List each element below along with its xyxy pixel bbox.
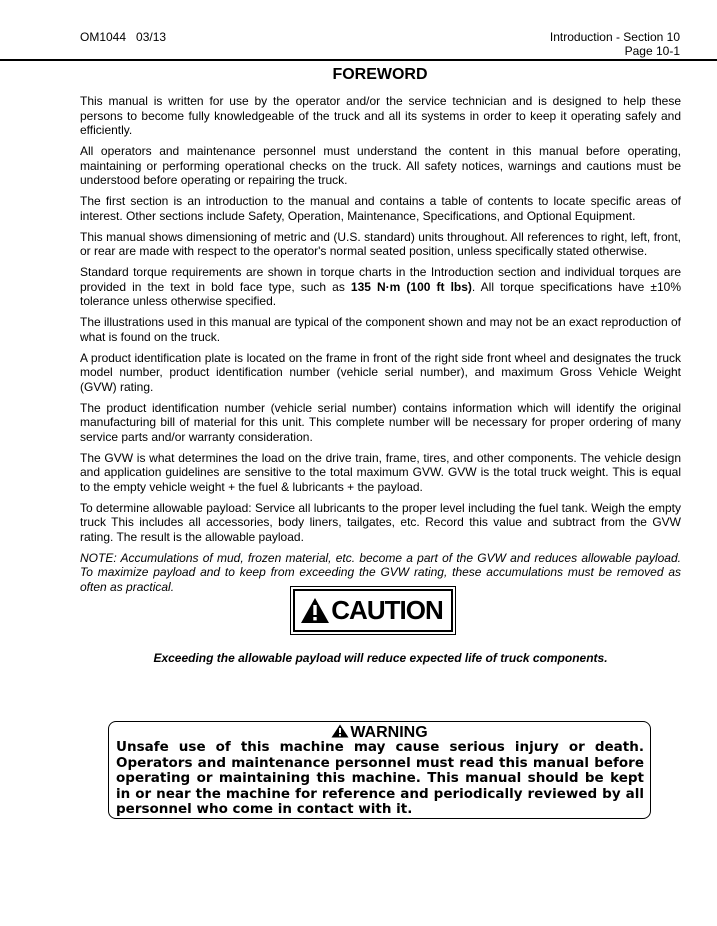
paragraph-serial-number: The product identification number (vehicle serial number) contains information which will identify the original manufacturing bill of material for this unit. This complete number will be necessary for proper ordering of many service parts and/or warranty consideration. xyxy=(80,400,681,444)
warning-triangle-icon xyxy=(300,597,330,624)
paragraph-purpose: This manual is written for use by the operator and/or the service technician and is designed to help these persons to become fully knowledgeable of the truck and all its systems in order to keep it operating safely and efficiently. xyxy=(80,94,681,137)
caution-box xyxy=(290,586,455,635)
torque-example: 135 N·m (100 ft lbs) xyxy=(350,279,472,294)
foreword-body xyxy=(80,94,681,601)
caution-message: Exceeding the allowable payload will reduce expected life of truck components. xyxy=(153,651,608,665)
paragraph-gvw: The GVW is what determines the load on the drive train, frame, tires, and other components. The vehicle design and application guidelines are sensitive to the total maximum GVW. GVW is the total truck weight. This is equal to the empty vehicle weight + the fuel & lubricants + the payload. xyxy=(80,450,681,494)
torque-text-start: Standard torque requirements are shown in torque charts in the Introduction section and individual torques are provided in the text in bold face type, such as xyxy=(80,265,681,294)
page-title: FOREWORD xyxy=(332,66,428,83)
warning-word: WARNING xyxy=(350,724,428,741)
document-code: OM1044 03/13 xyxy=(80,30,167,44)
paragraph-payload: To determine allowable payload: Service all lubricants to the proper level including the fuel tank. Weigh the empty truck This includes all accessories, body liners, tailgates, etc. Record this value and subtract from the GVW rating. The result is the allowable payload. xyxy=(80,500,681,544)
caution-word: CAUTION xyxy=(331,595,443,625)
warning-box xyxy=(108,721,651,819)
paragraph-illustrations: The illustrations used in this manual are typical of the component shown and may not be an exact reproduction of what is found on the truck. xyxy=(80,315,682,344)
section-info xyxy=(550,30,680,58)
caution-label xyxy=(0,586,717,635)
warning-triangle-icon xyxy=(331,724,349,738)
paragraph-sections: The first section is an introduction to the manual and contains a table of contents to locate specific areas of interest. Other sections include Safety, Operation, Maintenance, Specifications, and Optional Equipment. xyxy=(80,194,681,223)
torque-text-end: . All torque specifications have ±10% tolerance unless otherwise specified. xyxy=(80,279,681,308)
page-number: Page 10-1 xyxy=(624,44,680,58)
paragraph-units: This manual shows dimensioning of metric and (U.S. standard) units throughout. All references to right, left, front, or rear are made with respect to the operator's normal seated position, unless specifically stated otherwise. xyxy=(80,229,681,258)
section-title: Introduction - Section 10 xyxy=(549,30,680,44)
header-rule xyxy=(0,59,717,61)
warning-text: Unsafe use of this machine may cause serious injury or death. Operators and maintenance personnel must read this manual before operating or maintaining this machine. This manual should be kept in or near the machine for reference and periodically reviewed by all personnel who come in contact with it. xyxy=(116,739,644,818)
paragraph-torque xyxy=(80,265,681,309)
paragraph-id-plate: A product identification plate is located on the frame in front of the right side front wheel and designates the truck model number, product identification number (vehicle serial number), and maximum Gross Vehicle Weight (GVW) rating. xyxy=(80,350,681,394)
paragraph-personnel: All operators and maintenance personnel must understand the content in this manual before operating, maintaining or performing operational checks on the truck. All safety notices, warnings and cautions must be understood before operating or repairing the truck. xyxy=(80,144,681,187)
note-paragraph: NOTE: Accumulations of mud, frozen material, etc. become a part of the GVW and reduces allowable payload. To maximize payload and to keep from exceeding the GVW rating, these accumulations must be removed as often as practical. xyxy=(80,550,681,594)
page-header xyxy=(80,28,680,58)
